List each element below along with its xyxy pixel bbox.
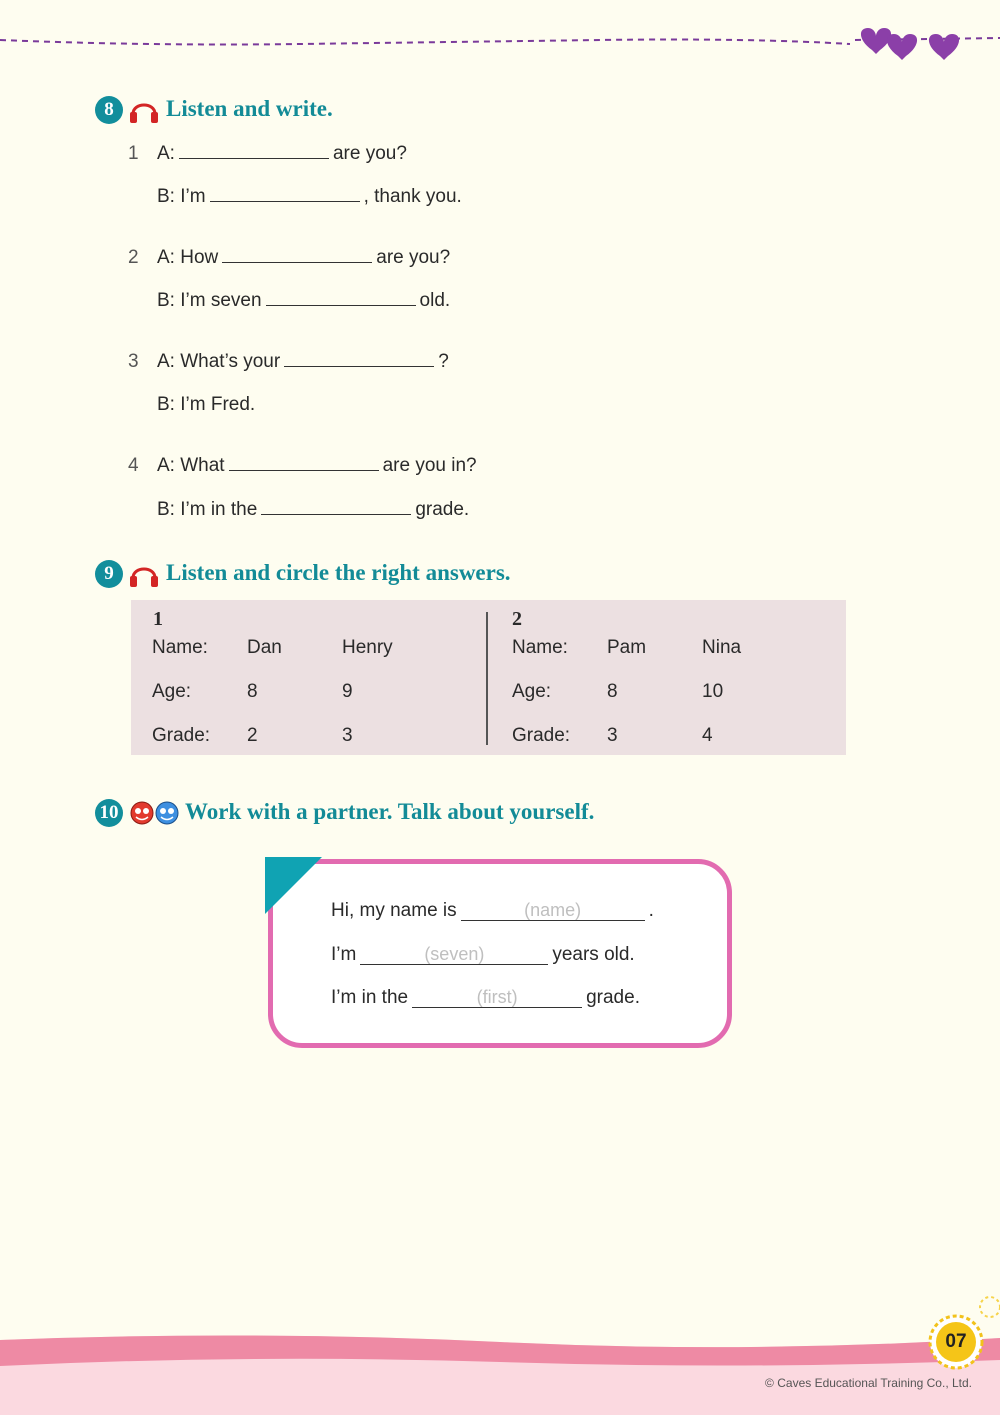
dialogue-line: B: I’m , thank you. <box>157 186 462 207</box>
dialogue-line: B: I’m Fred. <box>157 394 256 415</box>
answer-blank[interactable] <box>210 187 360 202</box>
choice-option[interactable]: 9 <box>342 681 353 702</box>
choice-option[interactable]: Dan <box>247 637 282 658</box>
row-label: Grade: <box>512 725 571 746</box>
dialogue-line: A: What’s your ? <box>157 351 449 372</box>
choice-option[interactable]: 8 <box>607 681 618 702</box>
dialogue-line: A: What are you in? <box>157 455 477 476</box>
row-label: Name: <box>512 637 568 658</box>
question-number: 4 <box>128 455 139 476</box>
question-number: 2 <box>128 247 139 268</box>
row-label: Age: <box>152 681 192 702</box>
dialogue-line: B: I’m in the grade. <box>157 499 470 520</box>
exercise-number: 10 <box>95 799 123 827</box>
choice-option[interactable]: 2 <box>247 725 258 746</box>
choice-option[interactable]: 3 <box>342 725 353 746</box>
headphones-icon <box>128 94 160 126</box>
headphones-icon <box>128 558 160 590</box>
question-number: 1 <box>128 143 139 164</box>
choice-option[interactable]: 8 <box>247 681 258 702</box>
answer-blank[interactable] <box>229 456 379 471</box>
card-sentence: Hi, my name is (name) . <box>331 900 654 921</box>
copyright-text: © Caves Educational Training Co., Ltd. <box>765 1376 972 1390</box>
exercise-title: Work with a partner. Talk about yourself. <box>185 799 595 824</box>
answer-blank[interactable] <box>266 291 416 306</box>
choice-option[interactable]: 3 <box>607 725 618 746</box>
choice-option[interactable]: 4 <box>702 725 713 746</box>
exercise-title: Listen and write. <box>166 96 333 121</box>
answer-blank[interactable]: (first) <box>412 987 582 1008</box>
answer-blank[interactable] <box>179 144 329 159</box>
dialogue-line: B: I’m seven old. <box>157 290 451 311</box>
answer-blank[interactable] <box>284 352 434 367</box>
table-heading: 2 <box>512 608 522 630</box>
partner-faces-icon <box>129 800 181 826</box>
table-divider <box>486 612 488 745</box>
card-sentence: I’m (seven) years old. <box>331 944 635 965</box>
answer-blank[interactable] <box>261 500 411 515</box>
answer-blank[interactable]: (name) <box>461 900 645 921</box>
top-dashed-border <box>0 0 1000 80</box>
exercise-number: 9 <box>95 560 123 588</box>
dialogue-line: A: are you? <box>157 143 407 164</box>
choice-option[interactable]: 10 <box>702 681 724 702</box>
exercise-number: 8 <box>95 96 123 124</box>
dialogue-line: A: How are you? <box>157 247 451 268</box>
question-number: 3 <box>128 351 139 372</box>
heart-icon <box>861 28 959 60</box>
answer-blank[interactable]: (seven) <box>360 944 548 965</box>
page-number: 07 <box>945 1331 967 1352</box>
row-label: Age: <box>512 681 552 702</box>
answer-blank[interactable] <box>222 248 372 263</box>
row-label: Name: <box>152 637 208 658</box>
row-label: Grade: <box>152 725 211 746</box>
table-heading: 1 <box>153 608 163 630</box>
bottom-wave-band <box>0 1320 1000 1415</box>
choice-table <box>131 600 846 755</box>
exercise-title: Listen and circle the right answers. <box>166 560 511 585</box>
choice-option[interactable]: Pam <box>607 637 647 658</box>
choice-option[interactable]: Henry <box>342 637 393 658</box>
card-corner <box>265 857 322 914</box>
choice-option[interactable]: Nina <box>702 637 742 658</box>
card-sentence: I’m in the (first) grade. <box>331 987 640 1008</box>
